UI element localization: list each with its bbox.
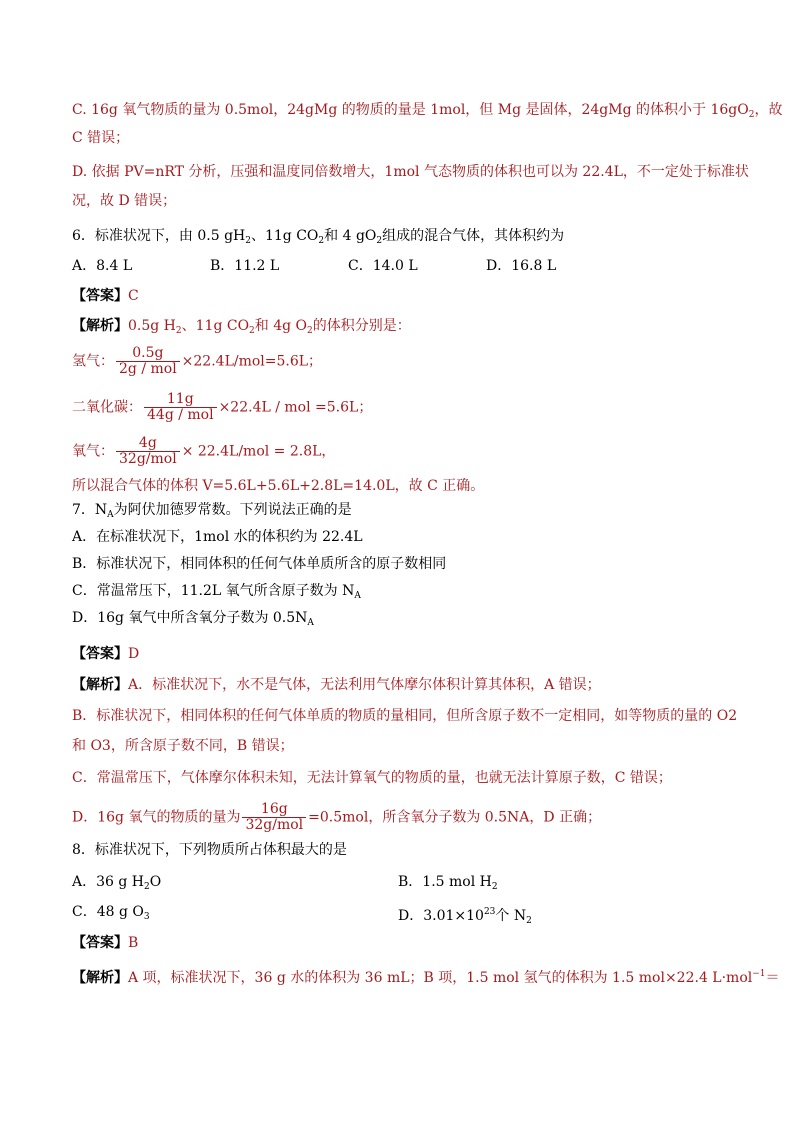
question-7-analysis-b-cont: 和 O3，所含原子数不同，B 错误； <box>72 738 294 754</box>
question-6-option-c: C．14.0 L <box>348 258 418 274</box>
prev-option-c-explanation-cont: C 错误； <box>72 130 130 146</box>
prev-option-d-explanation-cont: 况，故 D 错误； <box>72 193 177 209</box>
question-6-option-a: A．8.4 L <box>72 258 133 274</box>
question-6-answer: 【答案】C <box>72 288 139 304</box>
question-6-analysis: 【解析】0.5g $H_2$、11g $CO_2$和 4g $O_2$的体积分别是： <box>72 318 411 336</box>
question-6-option-d: D．16.8 L <box>486 258 557 274</box>
question-8-answer: 【答案】B <box>72 935 139 951</box>
o2-fraction: $\frac{4g}{\text{32g/mol}}$ <box>116 436 180 467</box>
question-8-analysis: 【解析】A 项，标准状况下，36 g 水的体积为 36 mL；B 项，1.5 mol 氢气的体积为 1.5 mol×22.4 L·mol$^{-1}$＝ <box>72 969 780 986</box>
question-8-option-b: B．1.5 mol $H_2$ <box>398 874 498 892</box>
question-7-analysis-a: 【解析】A．标准状况下，水不是气体，无法利用气体摩尔体积计算其体积，A 错误； <box>72 677 601 693</box>
question-6-conclusion: 所以混合气体的体积 V=5.6L+5.6L+2.8L=14.0L，故 C 正确。 <box>72 478 485 494</box>
question-6-co2-calc: 二氧化碳： $\frac{11g}{\text{44g / mol}}$ ×22.4L / mol =5.6L； <box>72 391 373 423</box>
co2-fraction: $\frac{11g}{\text{44g / mol}}$ <box>144 392 217 423</box>
question-7-analysis-d: D．16g 氧气的物质的量为 $\frac{16g}{\text{32g/mol}}$ =0.5mol，所含氧分子数为 0.5NA，D 正确； <box>72 801 602 833</box>
question-7-stem: 7．$N_A$为阿伏加德罗常数。下列说法正确的是 <box>72 502 352 520</box>
question-7-option-a: A．在标准状况下，1mol 水的体积约为 22.4L <box>72 529 363 545</box>
question-7-option-b: B．标准状况下，相同体积的任何气体单质所含的原子数相同 <box>72 556 447 572</box>
question-8-option-a: A．36 g $H_2O$ <box>72 874 162 892</box>
o2-moles-fraction: $\frac{16g}{\text{32g/mol}}$ <box>242 802 306 833</box>
question-8-option-d: D．$3.01\times 10^{23}$个 $N_2$ <box>398 907 532 926</box>
h2-fraction: $\frac{0.5g}{\text{2g / mol}}$ <box>116 346 180 377</box>
question-8-option-c: C．48 g $O_3$ <box>72 904 150 922</box>
question-6-h2-calc: 氢气： $\frac{0.5g}{\text{2g / mol}}$ ×22.4L/mol=5.6L； <box>72 345 323 377</box>
question-7-analysis-c: C．常温常压下，气体摩尔体积未知，无法计算氧气的物质的量，也就无法计算原子数，C 错误； <box>72 770 672 786</box>
question-6-option-b: B．11.2 L <box>210 258 280 274</box>
question-7-analysis-b: B．标准状况下，相同体积的任何气体单质的物质的量相同，但所含原子数不一定相同，如等物质的量的 O2 <box>72 708 738 724</box>
question-8-stem: 8．标准状况下，下列物质所占体积最大的是 <box>72 842 347 858</box>
prev-option-c-explanation: C. 16g 氧气物质的量为 0.5mol，24gMg 的物质的量是 1mol，但 Mg 是固体，24gMg 的体积小于 $16gO_2$，故 <box>72 102 783 120</box>
question-6-stem: 6．标准状况下，由 0.5 $gH_2$、11g $CO_2$和 4 $gO_2$组成的混合气体，其体积约为 <box>72 228 565 246</box>
question-7-option-c: C．常温常压下，11.2L 氧气所含原子数为 $N_A$ <box>72 583 361 601</box>
question-7-answer: 【答案】D <box>72 646 140 662</box>
question-7-option-d: D．16g 氧气中所含氧分子数为 $0.5N_A$ <box>72 610 314 628</box>
question-6-o2-calc: 氧气： $\frac{4g}{\text{32g/mol}}$ × 22.4L/mol = 2.8L， <box>72 435 336 467</box>
prev-option-d-explanation: D. 依据 PV=nRT 分析，压强和温度同倍数增大，1mol 气态物质的体积也可以为 22.4L，不一定处于标准状 <box>72 164 749 180</box>
